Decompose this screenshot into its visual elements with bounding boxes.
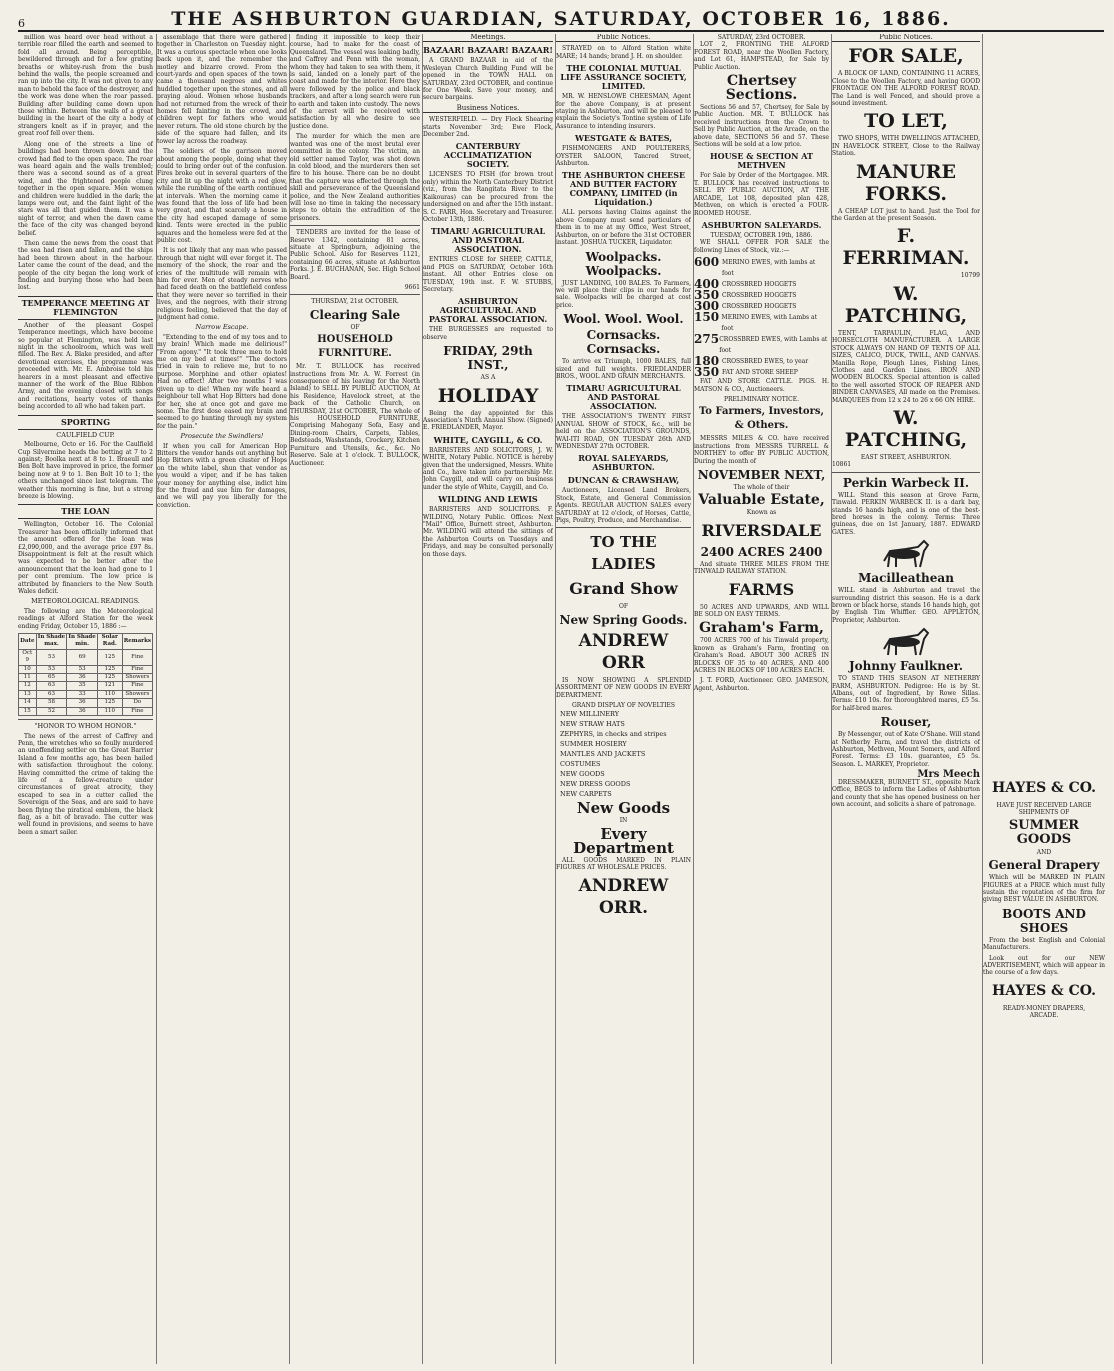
woolpacks-heading: Woolpacks. Woolpacks. [585, 249, 662, 278]
table-cell: 63 [36, 682, 67, 690]
table-cell: 10 [19, 665, 37, 673]
hayes-footer: HAYES & CO. [992, 982, 1096, 999]
met-header-cell: Remarks [122, 634, 152, 650]
plain-figures-notice: ALL GOODS MARKED IN PLAIN FIGURES AT WHOLESALE PRICES. [556, 856, 691, 872]
stock-count: 350 [694, 288, 720, 303]
table-cell: Oct 9 [19, 649, 37, 665]
table-cell: Fine [122, 707, 152, 715]
cornsacks-notice: To arrive ex Triumph, 1000 BALES, full sized and full weights. FRIEDLANDER BROS., WOOL AND GRAIN MERCHANTS. [556, 358, 691, 380]
public-notices-heading-2: Public Notices. [832, 34, 980, 42]
column-8 [982, 34, 1105, 1364]
table-cell: Showers [122, 690, 152, 698]
table-cell: Fine [122, 649, 152, 665]
table-cell: 35 [67, 682, 97, 690]
chertsey-heading: Chertsey Sections. [725, 73, 798, 104]
stock-list [694, 257, 829, 378]
table-cell: 14 [19, 699, 37, 707]
wool-heading: Wool. Wool. Wool. [563, 312, 684, 327]
chertsey-notice: Sections 56 and 57, Chertsey, for Sale by Public Auction. MR. T. BULLOCK has received instructions from the Crown to Sell by Public Auction, at the Arcade, on the above date, SECTIONS 56 and 57. These Sections will be sold at a low price. [694, 104, 829, 149]
masthead [18, 4, 1104, 32]
stock-description: CROSSBRED EWES, with Lambs at foot [719, 336, 828, 355]
earthquake-story-2: Along one of the streets a line of buildings had been thrown down and the crowd had fled to the open space. The roar was heard again and the walls trembled; there was a second sound as of a great wind, and the frightened people clung together in the open square. Men women and children were huddled in the dark; the lamps were out, and the faint light of the stars was all that guided them. It was a night of terror, and when the dawn came the face of the city was changed beyond belief. [18, 140, 153, 237]
november-heading: NOVEMBER NEXT, [697, 467, 826, 482]
andrew-orr-intro: IS NOW SHOWING A SPLENDID ASSORTMENT OF NEW GOODS IN EVERY DEPARTMENT. [556, 676, 691, 699]
grahams-farm-end: J. T. FORD, Auctioneer. GEO. JAMESON, Agent, Ashburton. [694, 677, 829, 692]
charleston-story-3: It is not likely that any man who passed through that night will ever forget it. The memory of the shock, the roar and the cries of the multitude will remain with him for ever. Men of steady nerves who had faced death on the battlefield confess that they were never so terrified in their lives, and the negroes, with their strong religious feeling, believed that the day of judgment had come. [157, 247, 287, 322]
table-row [19, 690, 153, 698]
holiday-heading: HOLIDAY [437, 384, 539, 407]
acres-heading: 2400 ACRES 2400 [700, 544, 823, 559]
temperance-article: Another of the pleasant Gospel Temperance meetings, which have become so popular at Flemington, was held last night in the schoolroom, which was well filled. The Rev. A. Blake presided, and after devotional exercises, the programme was proceeded with. Mr. E. Ambroise told his hearers in a most pleasant and effective manner of the work of the Blue Ribbon Army, and the evening closed with songs and recitations, hearty votes of thanks being accorded to all who had taken part. [18, 321, 153, 411]
met-header-cell: In Shade min. [68, 634, 96, 648]
clearing-of: OF [350, 323, 360, 331]
temperance-heading: TEMPERANCE MEETING AT FLEMINGTON [18, 296, 153, 320]
duncan-crawshaw-heading: DUNCAN & CRAWSHAW, [567, 475, 680, 486]
newspaper-title: THE ASHBURTON GUARDIAN, SATURDAY, OCTOBER 16, 1886. [171, 8, 951, 30]
tenders-notice: TENDERS are invited for the lease of Reserve 1342, containing 81 acres, situate at Springburn, adjoining the Public School. Also for Reserves 1121, containing 66 acres, situate at Ashburton Forks. J. E. BUCHANAN, Sec. High School Board. [290, 229, 420, 281]
westgate-heading: WESTGATE & BATES, [574, 133, 673, 144]
johnny-faulkner-notice: TO STAND THIS SEASON AT NETHERBY FARM, ASHBURTON. Pedigree: He is by St. Albans, out of Ingredient, by Rowe Sillas. Terms: £10 10s. for thoroughbred mares, £5 5s. for half-bred mares. [832, 675, 980, 712]
column-3 [289, 34, 420, 1364]
stock-count: 600 [694, 255, 720, 270]
list-item: NEW DRESS GOODS [560, 780, 631, 789]
ready-money-drapers: READY-MONEY DRAPERS, [1002, 1004, 1086, 1012]
table-cell: 33 [67, 690, 97, 698]
public-notices-heading: Public Notices. [556, 34, 691, 42]
stock-description: MERINO EWES, with lambs at foot [721, 259, 816, 278]
table-cell: 110 [97, 707, 122, 715]
stock-description: FAT AND STORE SHEEP [722, 369, 798, 377]
patching-number: 10861 [832, 461, 852, 469]
list-item [694, 334, 829, 356]
patching-footer: W. PATCHING, [844, 406, 968, 451]
meteorological-heading: METEOROLOGICAL READINGS. [31, 597, 140, 606]
table-cell: 13 [19, 690, 37, 698]
cheese-factory-heading: THE ASHBURTON CHEESE AND BUTTER FACTORY COMPANY, LIMITED (in Liquidation.) [561, 170, 686, 208]
farmers-heading: To Farmers, Investors, & Others. [699, 406, 824, 432]
table-row [19, 707, 153, 715]
cornsacks-heading: Cornsacks. Cornsacks. [586, 328, 661, 357]
grand-show-of: OF [618, 603, 629, 611]
table-cell: 125 [97, 665, 122, 673]
list-item: MANTLES AND JACKETS [560, 750, 646, 759]
table-cell: 53 [67, 665, 97, 673]
drapery-notice: Which will be MARKED IN PLAIN FIGURES at a PRICE which must fully sustain the reputation of the firm for giving BEST VALUE IN ASHBURTON. [983, 874, 1105, 904]
arcade-text: ARCADE. [1029, 1012, 1059, 1020]
manure-forks-notice: A CHEAP LOT just to hand. Just the Tool for the Garden at the present Season. [832, 207, 980, 223]
list-item [694, 312, 829, 334]
table-cell: Do [122, 699, 152, 707]
new-goods-heading: New Goods [576, 799, 671, 818]
boots-shoes-heading: BOOTS AND SHOES [1002, 906, 1086, 935]
page-number: 6 [18, 17, 25, 30]
table-cell: 58 [36, 699, 67, 707]
honor-heading: "HONOR TO WHOM HONOR." [34, 722, 137, 731]
met-header-cell: Date [19, 634, 37, 650]
list-item: COSTUMES [560, 760, 601, 769]
manure-forks-heading: MANURE FORKS. [856, 160, 956, 205]
ferriman-heading: F. FERRIMAN. [842, 225, 970, 270]
list-item: NEW GOODS [560, 770, 605, 779]
duncan-crawshaw-notice: Auctioneers, Licensed Land Brokers, Stock, Estate, and General Commission Agents. REGULAR AUCTION SALES every SATURDAY at 12 o'clock, of Horses, Cattle, Pigs, Poultry, Produce, and Merchandise. [556, 487, 691, 524]
stock-description: CROSSBRED EWES, to year [722, 358, 809, 366]
lookout-notice: Look out for our NEW ADVERTISEMENT, which will appear in the course of a few days. [983, 954, 1105, 977]
list-item: ZEPHYRS, in checks and stripes [560, 730, 667, 739]
column-7 [831, 34, 980, 1364]
mutual-life-heading: THE COLONIAL MUTUAL LIFE ASSURANCE SOCIETY, LIMITED. [560, 63, 687, 92]
farmers-notice: MESSRS MILES & CO. have received instructions from MESSRS TURRELL & NORTHEY to offer BY PUBLIC AUCTION, During the month of [694, 435, 829, 465]
table-cell: 36 [67, 699, 97, 707]
met-table-header [19, 634, 153, 650]
table-cell: 12 [19, 682, 37, 690]
stock-description: CROSSBRED HOGGETS [722, 303, 797, 311]
white-caygill-heading: WHITE, CAYGILL, & CO. [433, 434, 543, 445]
saleyards-heading: ASHBURTON SALEYARDS. [701, 219, 822, 230]
patching-heading: W. PATCHING, [844, 282, 968, 327]
table-cell: 125 [97, 649, 122, 665]
table-cell: 69 [67, 649, 97, 665]
table-cell: Fine [122, 665, 152, 673]
stock-description: CROSSBRED HOGGETS [722, 292, 797, 300]
divider [832, 472, 980, 473]
farms-heading: FARMS [728, 579, 795, 599]
table-cell: 125 [97, 674, 122, 682]
table-cell: 63 [36, 690, 67, 698]
royal-saleyards-heading: ROYAL SALEYARDS, ASHBURTON. [578, 453, 669, 473]
table-cell: 15 [19, 707, 37, 715]
sale-date: SATURDAY, 23rd OCTOBER. [717, 34, 806, 41]
patching-notice: TENT, TARPAULIN, FLAG, AND HORSECLOTH MANUFACTURER. A LARGE STOCK ALWAYS ON HAND OF TENTS OF ALL SIZES, CALICO, DUCK, TWILL, AND CANVAS. Manilla Rope, Plough Lines, Fishing Lines, Clothes and Garden Lines. IRON AND WOODEN BLOCKS. Special attention is called to the well assorted STOCK OF REAPER AND BINDER CANVASES, All made on the Premises. MARQUEES from 12 x 24 to 26 x 66 ON HIRE. [832, 329, 980, 404]
meteorological-intro: The following are the Meteorological readings at Alford Station for the week ending Friday, October 15, 1886 :— [18, 607, 153, 630]
business-notices-heading: Business Notices. [423, 105, 553, 113]
new-goods-in: IN [619, 817, 628, 825]
stock-count: 350 [694, 365, 720, 380]
loan-heading: THE LOAN [18, 504, 153, 519]
stock-count: 400 [694, 277, 720, 292]
table-cell: 110 [97, 690, 122, 698]
methven-house-notice: For Sale by Order of the Mortgagee. MR. T. BULLOCK has received instructions to SELL BY PUBLIC AUCTION, AT THE ARCADE, Lot 108, deposited plan 428, Methven, on which is erected a FOUR-ROOMED HOUSE. [694, 172, 829, 217]
timaru-heading: TIMARU AGRICULTURAL AND PASTORAL ASSOCIATION. [430, 226, 546, 255]
table-cell: 53 [36, 649, 67, 665]
valuable-estate-heading: Valuable Estate, [698, 492, 825, 509]
holiday-date: FRIDAY, 29th INST., [443, 344, 533, 373]
lot2-notice: LOT 2, FRONTING THE ALFORD FOREST ROAD, near the Woollen Factory, and Lot 61, HAMPSTEAD, for Sale by Public Auction. [694, 41, 829, 71]
timaru-notice: ENTRIES CLOSE for SHEEP, CATTLE, and PIGS on SATURDAY, October 16th instant. All other Entries close on TUESDAY, 19th inst. F. W. STUBBS, Secretary. [423, 256, 553, 293]
woolpacks-notice: JUST LANDING, 100 BALES. To Farmers, we will place their clips in our hands for sale. Woolpacks will be charged at cost price. [556, 279, 691, 309]
earthquake-story: million was heard over head without a terrible roar filled the earth and seemed to fold all around. Being perceptible, bewildered through and for a few grating breaths or whitey-rush from the bush behind the walls, the people screamed and ran up into the city. It was not given to any man to behold the face of the destroyer, and the work was done when the roar passed. Building after building came down upon those within. Between the walls of a great building in the heart of the city a body of strangers knelt as if in prayer, and the great roof fell over them. [18, 34, 153, 138]
table-cell: 53 [36, 665, 67, 673]
table-cell: Showers [122, 674, 152, 682]
list-item [694, 257, 829, 279]
for-sale-notice: A BLOCK OF LAND, CONTAINING 11 ACRES, Close to the Woollen Factory, and having GOOD FRONTAGE ON THE ALFORD FOREST ROAD. The Land is well Fenced, and should prove a sound investment. [832, 70, 980, 108]
stock-count: 300 [694, 299, 720, 314]
table-row [19, 674, 153, 682]
table-cell: 65 [36, 674, 67, 682]
clearing-sale-body: Mr. T. BULLOCK has received instructions from Mr. A. W. Forrest (in consequence of his leaving for the North Island) to SELL BY PUBLIC AUCTION, At his Residence, Havelock street, at the back of the Catholic Church, on THURSDAY, 21st OCTOBER, The whole of his HOUSEHOLD FURNITURE, Comprising Mahogany Sofa, Easy and Dining-room Chairs, Carpets, Tables, Bedsteads, Washstands, Crockery, Kitchen Furniture and Utensils, &c., &c. No Reserve. Sale at 1 o'clock. T. BULLOCK, Auctioneer. [290, 363, 420, 467]
acclimatization-notice: LICENSES TO FISH (for brown trout only) within the North Canterbury District (viz., from the Rangitata River to the Kaikouras) can be procured from the undersigned on and after the 15th instant. S. C. FARR, Hon. Secretary and Treasurer. October 13th, 1886. [423, 171, 553, 223]
timaru-show-notice: THE ASSOCIATION'S TWENTY FIRST ANNUAL SHOW of STOCK, &c., will be held on the ASSOCIATION'S GROUNDS, WAI-ITI ROAD, ON TUESDAY 26th AND WEDNESDAY 27th OCTOBER. [556, 413, 691, 450]
andrew-orr-footer: ANDREW ORR. [578, 875, 669, 918]
cheese-factory-notice: ALL persons having Claims against the above Company must send particulars of them in to me at my Office, West Street, Ashburton, on or before the 31st OCTOBER instant. JOSHUA TUCKER, Liquidator. [556, 209, 691, 247]
tenders-number: 9661 [404, 284, 420, 291]
swindlers-article: If when you call for American Hop Bitters the vendor hands out anything but Hop Bitters with a green cluster of Hops on the white label, shun that vendor as you would a viper, and if he has taken your money for anything else, indict him for the fraud and sue him for damages, and we will pay you liberally for the conviction. [157, 442, 287, 509]
meteorological-table [18, 633, 153, 716]
met-header-cell: In Shade max. [37, 634, 66, 648]
farms-description: 50 ACRES AND UPWARDS, AND WILL BE SOLD ON EASY TERMS. [694, 603, 829, 618]
wilding-lewis-notice: BARRISTERS AND SOLICITORS. F. WILDING, Notary Public. Offices: Next "Mail" Office, Burnett street, Ashburton. Mr. WILDING will attend the sittings of the Ashburton Courts on Tuesdays and Fridays, and may be consulted personally on those days. [423, 506, 553, 558]
timaru-show-heading: TIMARU AGRICULTURAL AND PASTORAL ASSOCIATION. [566, 383, 681, 412]
saleyards-intro: WE SHALL OFFER FOR SALE the following Lines of Stock, viz.:— [694, 239, 829, 254]
ashburton-ag-heading: ASHBURTON AGRICULTURAL AND PASTORAL ASSOCIATION. [428, 296, 548, 325]
divider [290, 294, 420, 295]
for-sale-heading: FOR SALE, [848, 45, 964, 68]
meetings-column-heading: Meetings. [423, 34, 553, 42]
spring-goods-heading: New Spring Goods. [559, 612, 688, 627]
shearing-notice: WESTERFIELD. — Dry Flock Shearing starts November 3rd; Ewe Flock, December 2nd. [423, 116, 553, 139]
white-caygill-notice: BARRISTERS AND SOLICITORS, J. W. WHITE, Notary Public. NOTICE is hereby given that the undersigned, Messrs. White and Co., have taken into partnership Mr. John Caygill, and will carry on business under the style of White, Caygill, and Co. [423, 446, 553, 491]
column-5 [555, 34, 691, 1364]
earthquake-story-3: Then came the news from the coast that the sea had risen and fallen, and the ships had been thrown about in the harbour. Later came the count of the dead, and the people of the city began the long work of finding and burying those who had been lost. [18, 239, 153, 292]
sporting-heading: SPORTING [18, 415, 153, 430]
list-item: NEW CARPETS [560, 790, 612, 799]
divider [290, 225, 420, 226]
table-cell: Fine [122, 682, 152, 690]
holiday-body: Being the day appointed for this Association's Ninth Annual Show. (Signed) E. FRIEDLANDER, Mayor. [423, 409, 553, 432]
rouser-notice: By Messenger, out of Kate O'Shane. Will stand at Netherby Farm, and travel the districts of Ashburton, Methven, Mount Somers, and Alford Forest. Terms: £3 10s. guarantee, £5 5s. Season. L. MARKEY, Proprietor. [832, 731, 980, 768]
divider [556, 527, 691, 528]
column-8-top-spacer [983, 34, 1105, 774]
methven-house-heading: HOUSE & SECTION AT METHVEN [710, 151, 813, 171]
acres-description: And situate THREE MILES FROM THE TINWALD RAILWAY STATION. [694, 560, 829, 576]
horse-icon [876, 627, 936, 657]
westgate-notice: FISHMONGERS AND POULTERERS, OYSTER SALOON, Tancred Street, Ashburton. [556, 145, 691, 168]
column-4 [422, 34, 553, 1364]
table-row [19, 682, 153, 690]
preliminary-notice: PRELIMINARY NOTICE. [723, 395, 799, 403]
divider [18, 719, 153, 720]
acclimatization-heading: CANTERBURY ACCLIMATIZATION SOCIETY. [443, 141, 533, 170]
perkin-warbeck-heading: Perkin Warbeck II. [842, 475, 970, 490]
known-as: Known as [746, 509, 777, 517]
johnny-faulkner-heading: Johnny Faulkner. [849, 659, 963, 674]
caulfield-heading: CAULFIELD CUP. [56, 430, 115, 439]
clearing-date: THURSDAY, 21st OCTOBER. [311, 298, 399, 306]
bazaar-notice: A GRAND BAZAAR in aid of the Wesleyan Church Building Fund will be opened in the TOWN HALL on SATURDAY, 23rd OCTOBER, and continue for One Week. Save your money, and secure bargains. [423, 57, 553, 102]
mutual-life-notice: MR. W. HENSLOWE CHEESMAN, Agent for the above Company, is at present staying in Ashburton, and will be pleased to explain the Society's Tontine system of Life Assurance to intending insurers. [556, 93, 691, 130]
holiday-as: AS A [480, 374, 496, 382]
table-cell: 125 [97, 699, 122, 707]
table-row [19, 699, 153, 707]
list-item: NEW MILLINERY [560, 710, 620, 719]
household-furniture-heading: HOUSEHOLD FURNITURE. [317, 334, 393, 360]
stock-description: MERINO EWES, with Lambs at foot [721, 314, 817, 333]
to-the-ladies-heading: TO THE LADIES [590, 533, 657, 574]
caffrey-story: finding it impossible to keep their course, had to make for the coast of Queensland. The vessel was leaking badly, and Caffrey and Penn with the woman, whom they had taken to sea with them, it is said, landed on a lonely part of the coast and made for the interior. Here they were followed by the police and black trackers, and after a long search were run to earth and taken into custody. The news of the arrest will be received with satisfaction by all who desire to see justice done. [290, 34, 420, 130]
table-cell: 11 [19, 674, 37, 682]
and-text: AND [1036, 848, 1052, 856]
boots-notice: From the best English and Colonial Manufacturers. [983, 936, 1105, 952]
met-table-body [19, 649, 153, 715]
swindlers-heading: Prosecute the Swindlers! [180, 432, 264, 441]
charleston-story: assemblage that there were gathered together in Charleston on Tuesday night. It was a curious spectacle when one looks back upon it, and the remember the motley and bizarre crowd. From the court-yards and open spaces of the town came a thousand negroes and whites huddled together upon the stones, and all praying aloud. Women whose husbands had not returned from the wreck of their homes fell fainting in the crowd, and children wept for fathers who would never return. The old stone church by the side of the square had fallen, and its tower lay across the roadway. [157, 34, 287, 145]
riversdale-heading: RIVERSDALE [701, 520, 822, 540]
novelties-heading: GRAND DISPLAY OF NOVELTIES [571, 702, 675, 710]
table-row [19, 665, 153, 673]
macilleathean-heading: Macilleathean [858, 571, 954, 586]
narrow-escape-heading: Narrow Escape. [195, 323, 249, 332]
list-item [694, 367, 829, 378]
grahams-farm-notice: 700 ACRES 700 of his Tinwald property, known as Graham's Farm, fronting on Graham's Road. ABOUT 300 ACRES IN BLOCKS OF 35 to 40 ACRES, AND 400 ACRES IN BLOCKS OF 100 ACRES EACH. [694, 637, 829, 675]
meech-notice: DRESSMAKER, BURNETT ST., opposite Mark Office, BEGS to inform the Ladies of Ashburton and county that she has opened business on her own account, and solicits a share of patronage. [832, 778, 980, 808]
charleston-story-2: The soldiers of the garrison moved about among the people, doing what they could to bring order out of the confusion. Fires broke out in several quarters of the city and lit up the night with a red glow, while the rumbling of the earth continued at intervals. When the morning came it was found that the loss of life had been very great, and that scarcely a house in the city had escaped damage of some kind. Tents were erected in the public squares and the homeless were fed at the public cost. [157, 148, 287, 244]
stock-count: 150 [694, 310, 720, 325]
novelties-list [556, 709, 691, 799]
saleyards-end: FAT AND STORE CATTLE. PIGS. H. MATSON & CO., Auctioneers. [694, 378, 829, 393]
met-header-cell: Solar Rad. [97, 634, 122, 650]
whole-of-their: The whole of their [733, 483, 790, 491]
column-6 [693, 34, 829, 1364]
table-cell: 36 [67, 707, 97, 715]
clearing-sale-heading: Clearing Sale [309, 307, 401, 322]
rouser-heading: Rouser, [880, 715, 932, 730]
saleyards-date: TUESDAY, OCTOBER 19th, 1886. [710, 231, 813, 239]
every-department-heading: Every Department [573, 824, 674, 857]
table-cell: 121 [97, 682, 122, 690]
hayes-notice: HAVE JUST RECEIVED LARGE SHIPMENTS OF [996, 802, 1092, 817]
loan-article: Wellington, October 16. The Colonial Treasurer has been officially informed that the amount offered for the loan was £2,090,000, and the average price £97 8s. Disappointment is felt at the result which was expected to be better after the announcement that the loan had gone to 1 per cent premium. The low price is attributed by financiers to the New South Wales deficit. [18, 521, 153, 595]
list-item: NEW STRAW HATS [560, 720, 625, 729]
hayes-heading: HAYES & CO. [992, 780, 1096, 796]
grand-show-heading: Grand Show [569, 579, 678, 599]
wilding-lewis-heading: WILDING AND LEWIS [438, 494, 538, 505]
to-let-notice: TWO SHOPS, WITH DWELLINGS ATTACHED, IN HAVELOCK STREET, Close to the Railway Station. [832, 135, 980, 158]
to-let-heading: TO LET, [864, 110, 948, 133]
honor-article: The news of the arrest of Caffrey and Penn, the wretches who so foully murdered an unoffending settler on the Great Barrier Island a few months ago, has been hailed with satisfaction throughout the colony. Having committed the crime of taking the life of a fellow-creature under circumstances of great atrocity, they escaped to sea in a cutter called the Sovereign of the Seas, and are said to have been flying the piratical emblem, the black flag, as a bit of bravado. The cutter was well found in provisions, and seems to have been a smart sailer. [18, 732, 153, 836]
perkin-warbeck-notice: WILL Stand this season at Grove Farm, Tinwald. PERKIN WARBECK II. is a dark bay, stands 16 hands high, and is one of the best-bred horses in the colony. Terms: Three guineas, due on 1st January, 1887. EDWARD GATES. [832, 491, 980, 536]
table-cell: 52 [36, 707, 67, 715]
general-drapery-heading: General Drapery [988, 858, 1100, 873]
narrow-escape-article: "Extending to the end of my toes and to my brain! Which made me delirious!" "From agony." "It took three men to hold me on my bed at times!" "The doctors tried in vain to relieve me, but to no purpose. Morphine and other opiates! Had no effect! After two months I was given up to die! When my wife heard a neighbour tell what Hop Bitters had done for her, she at once got and gave me some. The first dose eased my brain and seemed to go hunting through my system for the pain." [157, 333, 287, 430]
stock-description: CROSSBRED HOGGETS [722, 281, 797, 289]
caulfield-article: Melbourne, Octo er 16. For the Caulfield Cup Silvermine heads the betting at 7 to 2 against; Boolka next at 8 to 1. Braeull and Ben Bolt have improved in price, the former being now at 9 to 1. Ben Bolt 10 to 1; the others unchanged since last telegram. The weather this morning is fine, but a strong breeze is blowing. [18, 441, 153, 500]
bazaar-title: BAZAAR! BAZAAR! BAZAAR! [423, 45, 553, 56]
stock-count: 180 [694, 354, 720, 369]
andrew-orr-heading: ANDREW ORR [578, 630, 669, 673]
horse-icon [876, 539, 936, 569]
ferriman-number: 10799 [960, 272, 980, 280]
burgesses-notice: THE BURGESSES are requested to observe [423, 326, 553, 341]
patching-address: EAST STREET, ASHBURTON. [860, 453, 952, 461]
column-2 [156, 34, 287, 1364]
summer-goods-heading: SUMMER GOODS [1008, 817, 1080, 847]
table-row [19, 649, 153, 665]
meech-heading: Mrs Meech [917, 769, 980, 781]
grahams-farm-heading: Graham's Farm, [699, 620, 824, 637]
list-item: SUMMER HOSIERY [560, 740, 627, 749]
column-1 [18, 34, 153, 1364]
table-cell: 36 [67, 674, 97, 682]
macilleathean-notice: WILL stand in Ashburton and travel the surrounding district this season. He is a dark brown or black horse, stands 16 hands high, got by English Tim Whiffler. GEO. APPLETON, Proprietor, Ashburton. [832, 587, 980, 624]
strayed-notice: STRAYED on to Alford Station white MARE; 14 hands; brand J. H. on shoulder. [556, 45, 691, 60]
caffrey-story-2: The murder for which the men are wanted was one of the most brutal ever committed in the colony. The victim, an old settler named Taylor, was shot down in cold blood, and the murderers then set fire to his house. There can be no doubt that the capture was effected through the skill and perseverance of the Queensland police, and the New Zealand authorities will lose no time in taking the necessary steps to obtain the extradition of the prisoners. [290, 133, 420, 222]
stock-count: 275 [694, 332, 720, 347]
